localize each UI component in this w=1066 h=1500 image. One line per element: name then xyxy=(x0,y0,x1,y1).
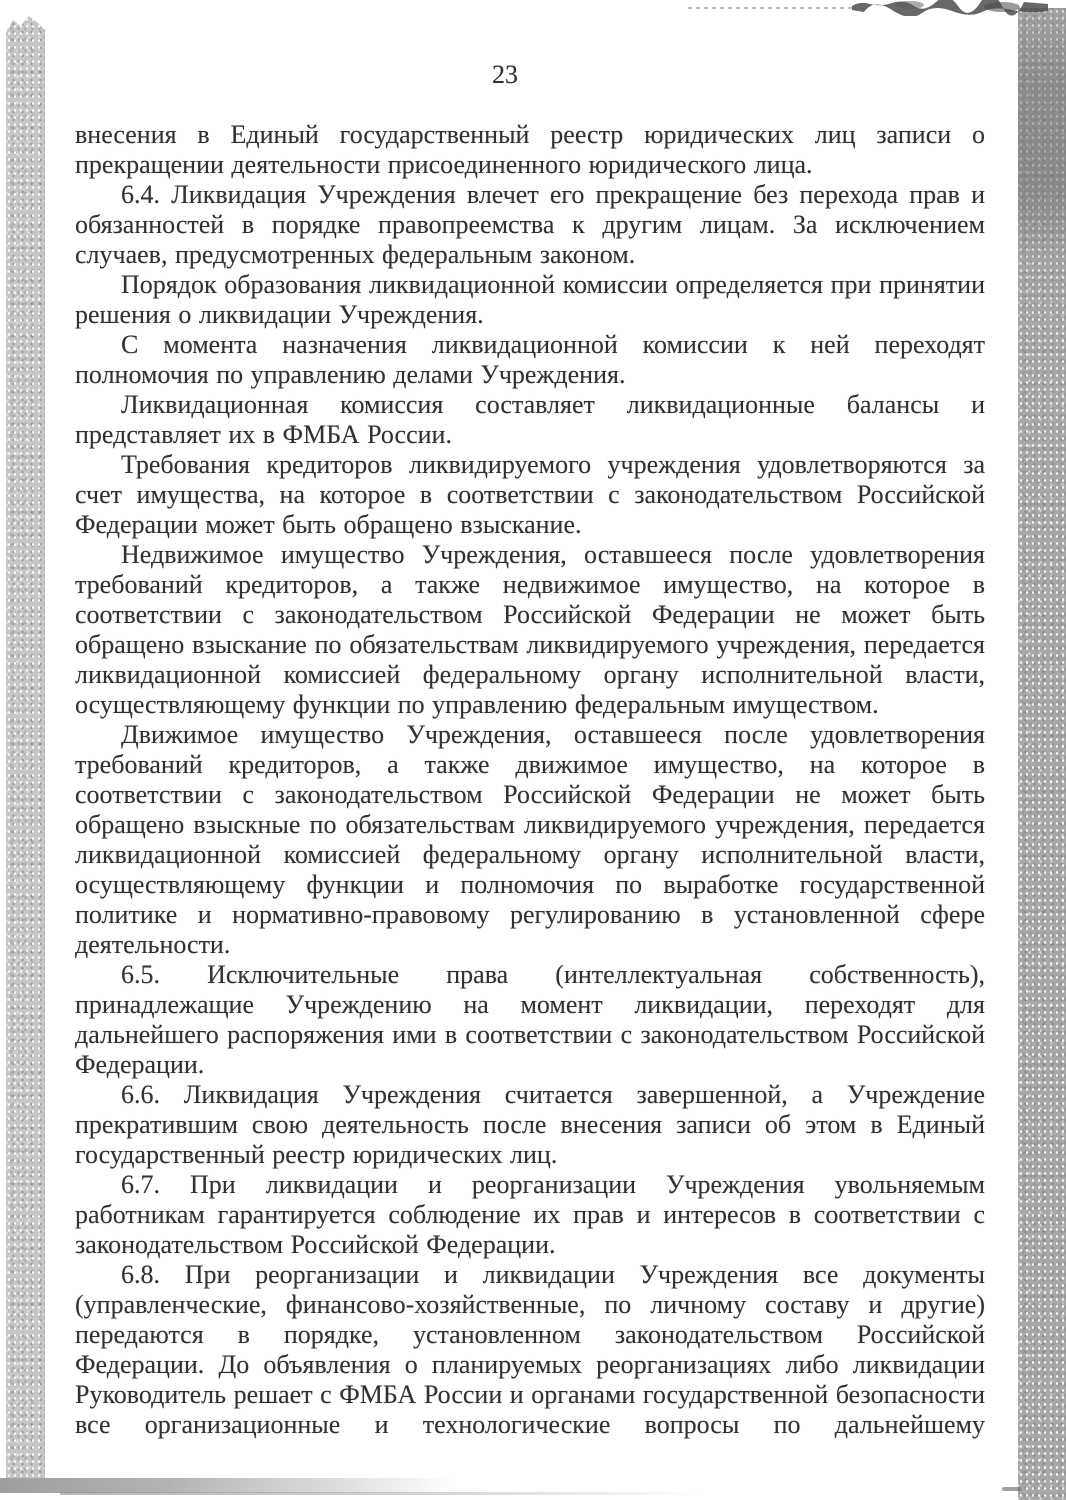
scan-smear-bottom-left xyxy=(0,1478,470,1493)
scan-mark-bottom-right xyxy=(1002,1487,1022,1491)
scan-smudge-top-right xyxy=(852,0,1048,16)
document-text-block xyxy=(75,120,985,1440)
scan-artifact-left-strip xyxy=(6,16,45,1486)
paragraph-6-7: 6.7. При ликвидации и реорганизации Учреждения увольняемым работникам гарантируется соблюдение их прав и интересов в соответствии с законодательством Российской Федерации. xyxy=(75,1170,985,1259)
paragraph-creditor-claims: Требования кредиторов ликвидируемого учреждения удовлетворяются за счет имущества, на которое в соответствии с законодательством Российской Федерации может быть обращено взыскание. xyxy=(75,450,985,539)
paragraph-commission-powers: С момента назначения ликвидационной комиссии к ней переходят полномочия по управлению делами Учреждения. xyxy=(75,330,985,389)
paragraph-6-8: 6.8. При реорганизации и ликвидации Учреждения все документы (управленческие, финансово-хозяйственные, по личному составу и другие) передаются в порядке, установленном законодательством Российской Федерации. До объявления о планируемых реорганизациях либо ликвидации Руководитель решает с ФМБА России и органами государственной безопасности все организационные и технологические вопросы по дальнейшему xyxy=(75,1260,985,1439)
paragraph-liquidation-balances: Ликвидационная комиссия составляет ликвидационные балансы и представляет их в ФМБА России. xyxy=(75,390,985,449)
scan-artifact-right-strip-shade xyxy=(1018,8,1066,1500)
page-number: 23 xyxy=(492,60,518,89)
scan-artifact-right-strip xyxy=(1018,8,1066,1500)
scan-smudge-top-tail xyxy=(688,7,858,9)
paragraph-commission-order: Порядок образования ликвидационной комиссии определяется при принятии решения о ликвидации Учреждения. xyxy=(75,270,985,329)
paragraph-continuation: внесения в Единый государственный реестр юридических лиц записи о прекращении деятельности присоединенного юридического лица. xyxy=(75,120,985,179)
scan-line-bottom xyxy=(60,1492,700,1495)
paragraph-immovable-property: Недвижимое имущество Учреждения, оставшееся после удовлетворения требований кредиторов, а также недвижимое имущество, на которое в соответствии с законодательством Российской Федерации не может быть обращено взыскание по обязательствам ликвидируемого учреждения, передается ликвидационной комиссией федеральному органу исполнительной власти, осуществляющему функции по управлению федеральным имуществом. xyxy=(75,540,985,719)
paragraph-6-5: 6.5. Исключительные права (интеллектуальная собственность), принадлежащие Учреждению на момент ликвидации, переходят для дальнейшего распоряжения ими в соответствии с законодательством Российской Федерации. xyxy=(75,960,985,1079)
paragraph-6-4: 6.4. Ликвидация Учреждения влечет его прекращение без перехода прав и обязанностей в порядке правопреемства к другим лицам. За исключением случаев, предусмотренных федеральным законом. xyxy=(75,180,985,269)
paragraph-6-6: 6.6. Ликвидация Учреждения считается завершенной, а Учреждение прекратившим свою деятельность после внесения записи об этом в Единый государственный реестр юридических лиц. xyxy=(75,1080,985,1169)
paragraph-movable-property: Движимое имущество Учреждения, оставшееся после удовлетворения требований кредиторов, а также движимое имущество, на которое в соответствии с законодательством Российской Федерации не может быть обращено взыскные по обязательствам ликвидируемого учреждения, передается ликвидационной комиссией федеральному органу исполнительной власти, осуществляющему функции и полномочия по выработке государственной политике и нормативно-правовому регулированию в установленной сфере деятельности. xyxy=(75,720,985,959)
